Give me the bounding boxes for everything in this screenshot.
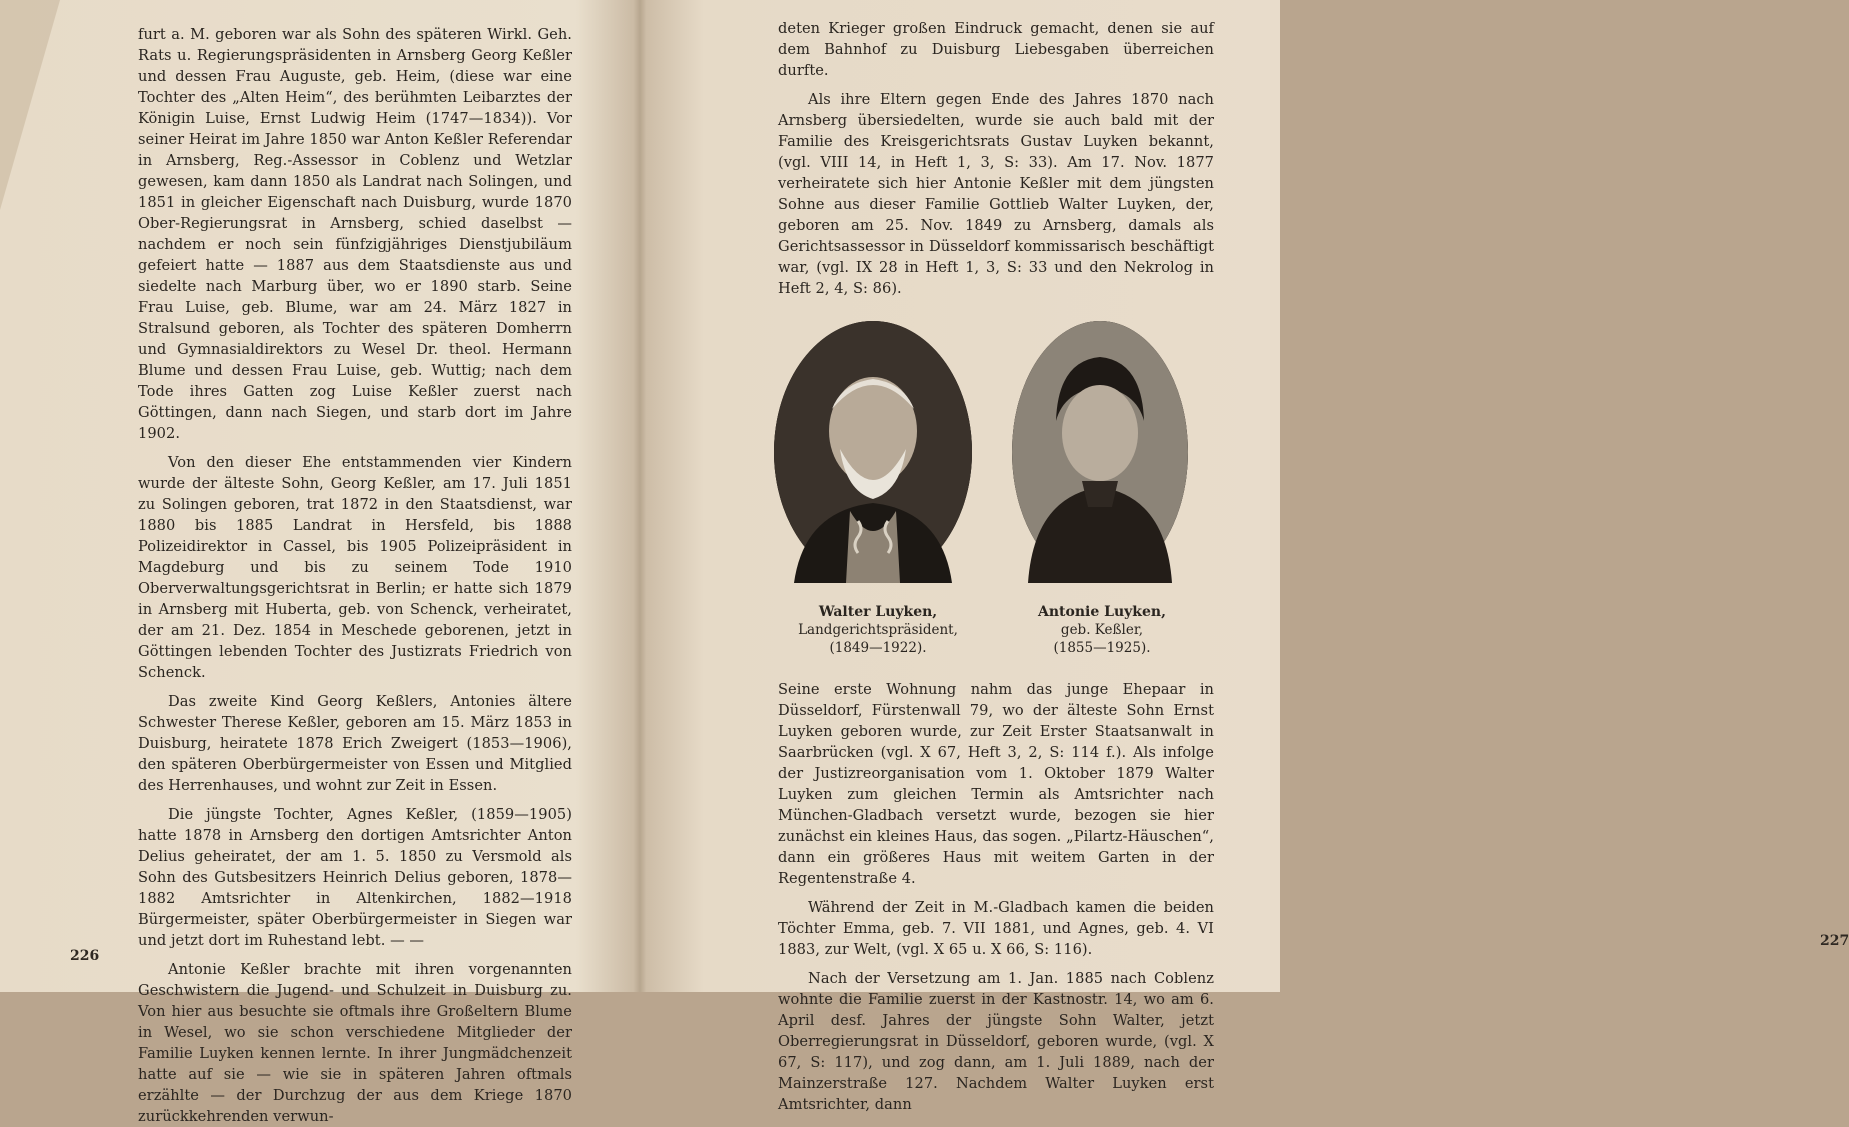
man-portrait-image	[774, 321, 972, 583]
paragraph-4: Die jüngste Tochter, Agnes Keßler, (1859—1905) hatte 1878 in Arnsberg den dortigen Amtsrichter Anton Delius geheiratet, der am 1. 5. 1850 zu Versmold als Sohn des Gutsbesitzers Heinrich Delius geboren, 1878—1882 Amtsrichter in Altenkirchen, 1882—1918 Bürgermeister, später Oberbürgermeister in Siegen war und jetzt dort im Ruhestand lebt. — —	[138, 806, 572, 949]
portrait-plate	[778, 321, 1214, 673]
paragraph-3: Seine erste Wohnung nahm das junge Ehepaar in Düsseldorf, Fürstenwall 79, wo der älteste Sohn Ernst Luyken geboren wurde, zur Zeit Erster Staatsanwalt in Saarbrücken (vgl. X 67, Heft 3, 2, S: 114 f.). Als infolge der Justizreorganisation vom 1. Oktober 1879 Walter Luyken zum gleichen Termin als Amtsrichter nach München-Gladbach versetzt wurde, bezogen sie hier zunächst ein kleines Haus, das sogen. „Pilartz-Häuschen“, dann ein größeres Haus mit weitem Garten in der Regentenstraße 4.	[778, 681, 1214, 887]
right-page	[644, 0, 1849, 1113]
woman-portrait-image	[1012, 321, 1188, 583]
folded-corner	[0, 0, 60, 210]
caption-years: (1849—1922).	[829, 640, 927, 656]
paragraph-2: Von den dieser Ehe entstammenden vier Kindern wurde der älteste Sohn, Georg Keßler, am 17. Juli 1851 zu Solingen geboren, trat 1872 in den Staatsdienst, war 1880 bis 1885 Landrat in Hersfeld, bis 1888 Polizeidirektor in Cassel, bis 1905 Polizeipräsident in Magdeburg und bis zu seinem Tode 1910 Oberverwaltungsgerichtsrat in Berlin; er hatte sich 1879 in Arnsberg mit Huberta, geb. von Schenck, verheiratet, der am 21. Dez. 1854 in Meschede geborenen, jetzt in Göttingen lebenden Tochter des Justizrats Friedrich von Schenck.	[138, 454, 572, 681]
caption-role: Landgerichtspräsident,	[798, 622, 958, 638]
caption-antonie-luyken	[992, 603, 1212, 657]
caption-name: Antonie Luyken,	[1038, 604, 1166, 620]
caption-name: Walter Luyken,	[818, 604, 938, 620]
left-page	[0, 0, 636, 1125]
caption-role: geb. Keßler,	[1060, 622, 1144, 638]
paragraph-1: furt a. M. geboren war als Sohn des späteren Wirkl. Geh. Rats u. Regierungspräsidenten in Arnsberg Georg Keßler und dessen Frau Auguste, geb. Heim, (diese war eine Tochter des „Alten Heim“, des berühmten Leibarztes der Königin Luise, Ernst Ludwig Heim (1747—1834)). Vor seiner Heirat im Jahre 1850 war Anton Keßler Referendar in Arnsberg, Reg.-Assessor in Coblenz und Wetzlar gewesen, kam dann 1850 als Landrat nach Solingen, und 1851 in gleicher Eigenschaft nach Duisburg, wurde 1870 Ober-Regierungsrat in Arnsberg, schied daselbst — nachdem er noch sein fünfzigjähriges Dienstjubiläum gefeiert hatte — 1887 aus dem Staatsdienste aus und siedelte nach Marburg über, wo er 1890 starb. Seine Frau Luise, geb. Blume, war am 24. März 1827 in Stralsund geboren, als Tochter des späteren Domherrn und Gymnasialdirektors zu Wesel Dr. theol. Hermann Blume und dessen Frau Luise, geb. Wuttig; nach dem Tode ihres Gatten zog Luise Keßler zuerst nach Göttingen, dann nach Siegen, und starb dort im Jahre 1902.	[138, 26, 572, 442]
paragraph-5: Antonie Keßler brachte mit ihren vorgenannten Geschwistern die Jugend- und Schulzeit in Duisburg zu. Von hier aus besuchte sie oftmals ihre Großeltern Blume in Wesel, wo sie schon verschiedene Mitglieder der Familie Luyken kennen lernte. In ihrer Jungmädchenzeit hatte auf sie — wie sie in späteren Jahren oftmals erzählte — der Durchzug der aus dem Kriege 1870 zurückkehrenden verwun-	[138, 961, 572, 1125]
paragraph-5: Nach der Versetzung am 1. Jan. 1885 nach Coblenz wohnte die Familie zuerst in der Kastnostr. 14, wo am 6. April desf. Jahres der jüngste Sohn Walter, jetzt Oberregierungsrat in Düsseldorf, geboren wurde, (vgl. X 67, S: 117), und zog dann, am 1. Juli 1889, nach der Mainzerstraße 127. Nachdem Walter Luyken erst Amtsrichter, dann	[778, 970, 1214, 1113]
paragraph-2: Als ihre Eltern gegen Ende des Jahres 1870 nach Arnsberg übersiedelten, wurde sie auch bald mit der Familie des Kreisgerichtsrats Gustav Luyken bekannt, (vgl. VIII 14, in Heft 1, 3, S: 33). Am 17. Nov. 1877 verheiratete sich hier Antonie Keßler mit dem jüngsten Sohne aus dieser Familie Gottlieb Walter Luyken, der, geboren am 25. Nov. 1849 zu Arnsberg, damals als Gerichtsassessor in Düsseldorf kommissarisch beschäftigt war, (vgl. IX 28 in Heft 1, 3, S: 33 und den Nekrolog in Heft 2, 4, S: 86).	[778, 91, 1214, 297]
paragraph-4: Während der Zeit in M.-Gladbach kamen die beiden Töchter Emma, geb. 7. VII 1881, und Agnes, geb. 4. VI 1883, zur Welt, (vgl. X 65 u. X 66, S: 116).	[778, 899, 1214, 958]
paragraph-1: deten Krieger großen Eindruck gemacht, denen sie auf dem Bahnhof zu Duisburg Liebesgaben überreichen durfte.	[778, 20, 1214, 79]
portrait-antonie-luyken	[1012, 321, 1188, 583]
portrait-walter-luyken	[774, 321, 972, 583]
page-number-right: 227	[1820, 933, 1849, 949]
caption-walter-luyken	[768, 603, 988, 657]
paragraph-3: Das zweite Kind Georg Keßlers, Antonies ältere Schwester Therese Keßler, geboren am 15. März 1853 in Duisburg, heiratete 1878 Erich Zweigert (1853—1906), den späteren Oberbürgermeister von Essen und Mitglied des Herrenhauses, und wohnt zur Zeit in Essen.	[138, 693, 572, 794]
caption-years: (1855—1925).	[1053, 640, 1151, 656]
page-number-left: 226	[70, 948, 100, 964]
